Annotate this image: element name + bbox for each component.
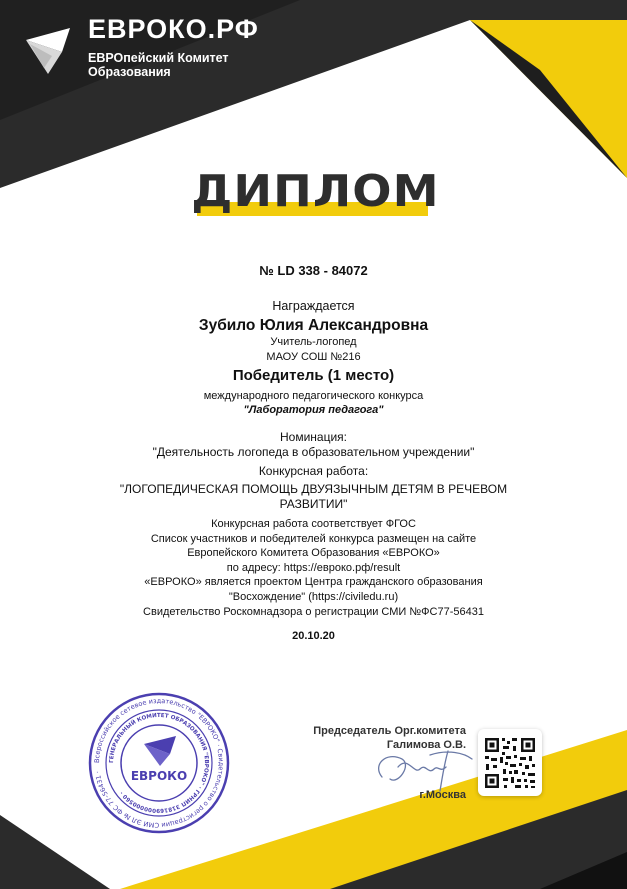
awardee-role: Учитель-логопед — [270, 336, 357, 348]
brand-name: ЕВРОКО.РФ — [88, 14, 259, 44]
brand-subtitle-line2: Образования — [88, 65, 171, 79]
awardee-name: Зубило Юлия Александровна — [198, 317, 429, 334]
brand-subtitle — [88, 51, 288, 79]
contest-description: международного педагогического конкурса — [203, 390, 424, 402]
brand-subtitle-line1: ЕВРОпейский Комитет — [88, 51, 229, 65]
evroko-logo-icon — [22, 22, 78, 78]
contest-name: "Лаборатория педагога" — [243, 404, 384, 416]
info-line: Европейского Комитета Образования «ЕВРОКО» — [187, 547, 440, 560]
qr-code-icon — [478, 729, 542, 796]
nomination-value: "Деятельность логопеда в образовательном учреждении" — [152, 445, 475, 459]
work-label: Конкурсная работа: — [258, 464, 369, 478]
stamp-logo-icon — [144, 736, 176, 766]
awarded-label: Награждается — [272, 299, 355, 313]
award-place: Победитель (1 место) — [232, 367, 395, 384]
awardee-school: МАОУ СОШ №216 — [266, 351, 361, 363]
info-line: «ЕВРОКО» является проектом Центра гражданского образования — [144, 576, 483, 589]
diploma-number: № LD 338 - 84072 — [259, 263, 368, 278]
work-value: "ЛОГОПЕДИЧЕСКАЯ ПОМОЩЬ ДВУЯЗЫЧНЫМ ДЕТЯМ В РЕЧЕВОМ РАЗВИТИИ" — [119, 482, 508, 511]
diploma-title — [191, 166, 440, 228]
stamp-ring-text: Всероссийское сетевое издательство "ЕВРОКО" · Свидетельство о регистрации СМИ ЭЛ № ФС 77-56431 · — [92, 696, 226, 830]
signatory-name: Галимова О.В. — [386, 739, 466, 751]
official-stamp — [88, 692, 230, 834]
stamp-inner-ring-text: ГЕНЕРАЛЬНЫЙ КОМИТЕТ ОБРАЗОВАНИЯ "ЕВРОКО" · ГРНИП 318169000000560 · — [108, 712, 210, 814]
qr-code[interactable] — [478, 729, 542, 796]
title-text: ДИПЛОМ — [191, 166, 440, 217]
signatory-city: г.Москва — [419, 789, 466, 801]
signatory-title: Председатель Орг.комитета — [313, 725, 466, 737]
nomination-label: Номинация: — [279, 430, 347, 444]
info-block — [60, 517, 567, 619]
info-line: "Восхождение" (https://civiledu.ru) — [228, 590, 399, 603]
info-line: по адресу: https://евроко.рф/result — [226, 561, 401, 574]
info-line: Конкурсная работа соответствует ФГОС — [211, 518, 416, 530]
issue-date: 20.10.20 — [292, 630, 335, 642]
info-line: Список участников и победителей конкурса размещен на сайте — [150, 532, 477, 545]
info-line: Свидетельство Роскомнадзора о регистрации СМИ №ФС77-56431 — [143, 605, 484, 618]
stamp-center-text: ЕВРОКО — [130, 769, 188, 783]
handwritten-signature — [368, 745, 478, 795]
